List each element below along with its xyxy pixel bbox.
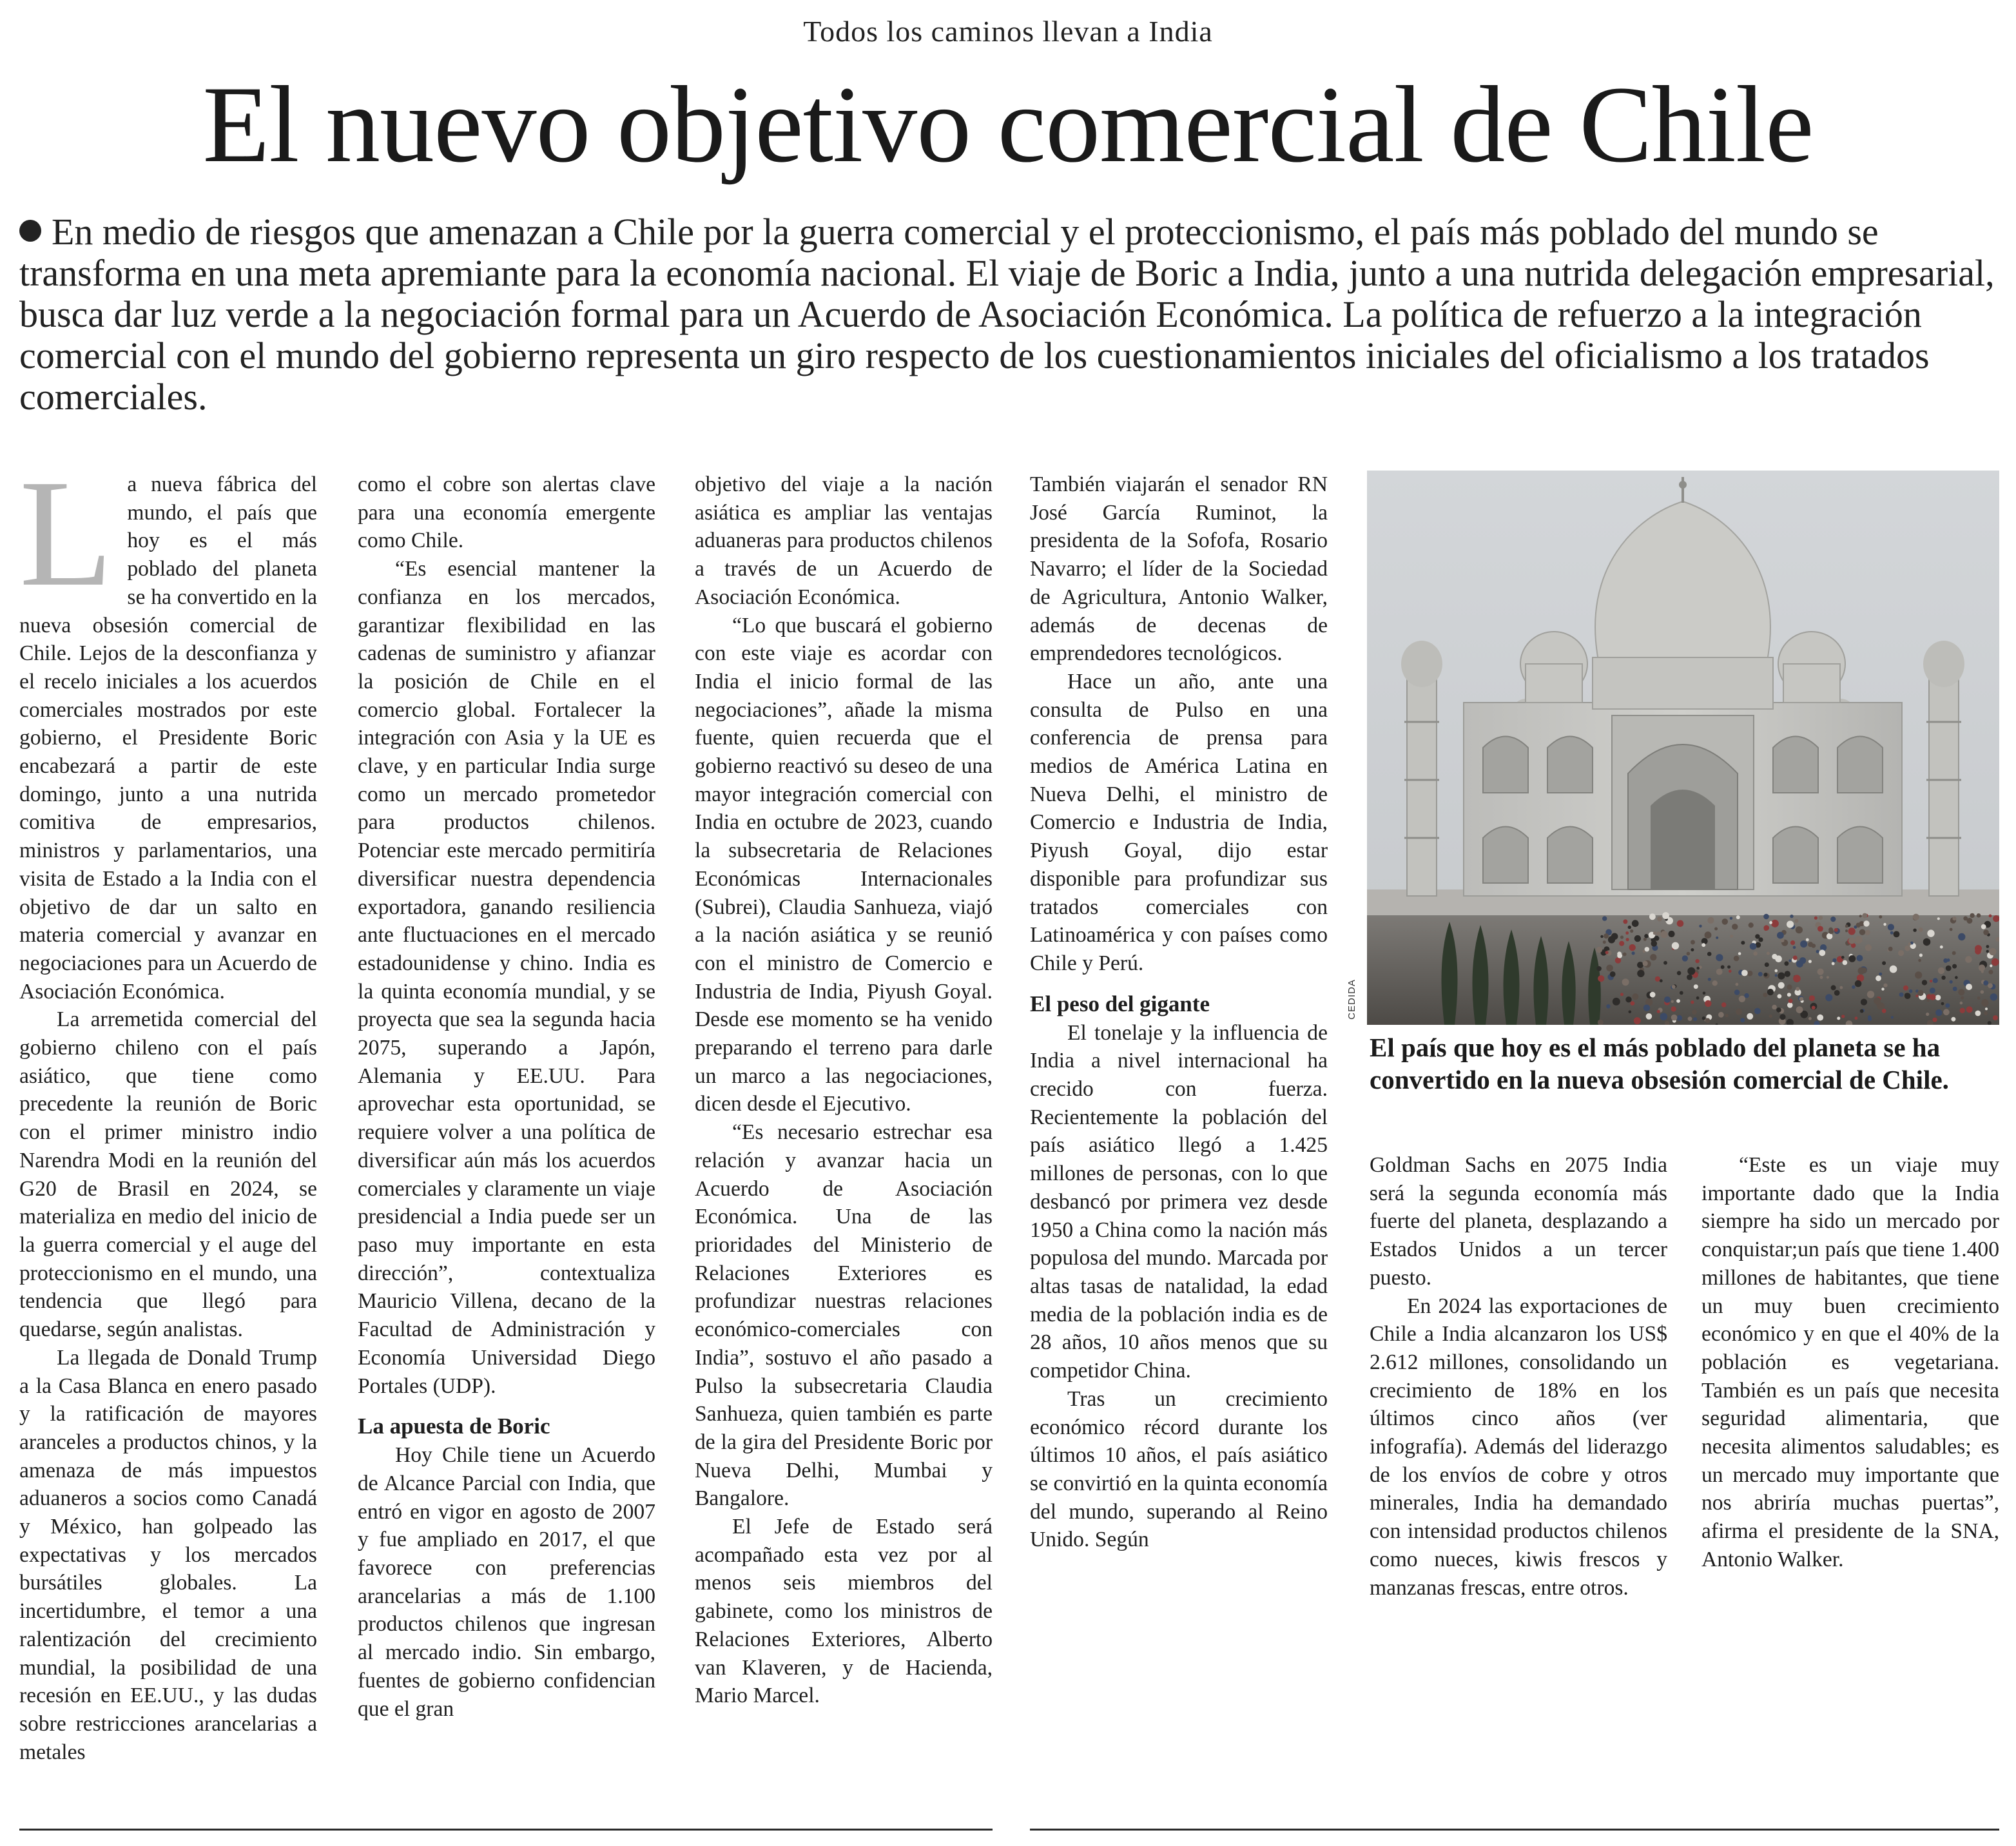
photo-credit: CEDIDA (1346, 979, 1357, 1020)
body-column-5 (1370, 1151, 1667, 1602)
body-column-1 (19, 449, 317, 1766)
body-column-4 (1030, 471, 1328, 1554)
article-headline: El nuevo objetivo comercial de Chile (202, 64, 1814, 185)
body-paragraph: El Jefe de Estado será acompañado esta vez por al menos seis miembros del gabinete, como los ministros de Relaciones Exteriores, Alberto van Klaveren, y de Hacienda, Mario Marcel. (695, 1515, 993, 1708)
bottom-rule-left (19, 1829, 993, 1831)
article-kicker: Todos los caminos llevan a India (803, 15, 1213, 48)
body-column-2 (358, 471, 655, 1723)
taj-mahal-photo (1367, 471, 1999, 1025)
body-paragraph: Goldman Sachs en 2075 India será la segunda economía más fuerte del planeta, desplazando a Estados Unidos a un tercer puesto. (1370, 1153, 1667, 1290)
article-lead (19, 211, 2001, 418)
body-paragraph: “Este es un viaje muy importante dado que la India siempre ha sido un mercado por conquistar;un país que tiene 1.400 millones de habitantes, que tiene un muy buen crecimiento económico y en que el 40% de la población es vegetariana. También es un país que necesita seguridad alimentaria, que necesita alimentos saludables; es un mercado muy importante que nos abriría muchas puertas”, afirma el presidente de la SNA, Antonio Walker. (1701, 1153, 1999, 1571)
drop-cap: L (19, 449, 113, 618)
bottom-rule-right (1030, 1829, 1999, 1831)
body-paragraph: como el cobre son alertas clave para una economía emergente como Chile. (358, 472, 655, 553)
body-paragraph: La nueva fábrica del mundo, el país que hoy es el más poblado del planeta se ha convertido en la nueva obsesión comercial de Chile. Lejos de la desconfianza y el recelo iniciales a los acuerdos comerciales mostrados por este gobierno, el Presidente Boric encabezará a partir de este domingo, junto a una nutrida comitiva de empresarios, ministros y parlamentarios, una visita de Estado a la India con el objetivo de dar un salto en materia comercial y avanzar en negociaciones para un Acuerdo de Asociación Económica. (19, 449, 317, 1004)
body-column-3 (695, 471, 993, 1710)
body-paragraph: En 2024 las exportaciones de Chile a India alcanzaron los US$ 2.612 millones, consolidando un crecimiento de 18% en los últimos cinco años (ver infografía). Además del liderazgo de los envíos de cobre y otros minerales, India ha demandado con intensidad productos chilenos como nueces, kiwis frescos y manzanas frescas, entre otros. (1370, 1294, 1667, 1600)
body-paragraph: También viajarán el senador RN José García Ruminot, la presidenta de la Sofofa, Rosario Navarro; el líder de la Sociedad de Agricultura, Antonio Walker, además de decenas de emprendedores tecnológicos. (1030, 472, 1328, 666)
body-paragraph: “Es necesario estrechar esa relación y avanzar hacia un Acuerdo de Asociación Económica. Una de las prioridades del Ministerio de Relaciones Exteriores es profundizar nuestras relaciones económico-comerciales con India”, sostuvo el año pasado a Pulso la subsecretaria Claudia Sanhueza, quien también es parte de la gira del Presidente Boric por Nueva Delhi, Mumbai y Bangalore. (695, 1120, 993, 1511)
body-paragraph: Hoy Chile tiene un Acuerdo de Alcance Parcial con India, que entró en vigor en agosto de 2007 y fue ampliado en 2017, el que favorece con preferencias arancelarias a más de 1.100 productos chilenos que ingresan al mercado indio. Sin embargo, fuentes de gobierno confidencian que el gran (358, 1443, 655, 1721)
body-paragraph: La arremetida comercial del gobierno chileno con el país asiático, que tiene como precedente la reunión de Boric con el primer ministro indio Narendra Modi en la reunión del G20 de Brasil en 2024, se materializa en medio del inicio de la guerra comercial y el auge del proteccionismo en el mundo, una tendencia que llegó para quedarse, según analistas. (19, 1007, 317, 1342)
body-paragraph: El tonelaje y la influencia de India a nivel internacional ha crecido con fuerza. Recientemente la población del país asiático llegó a 1.425 millones de personas, con lo que desbancó por primera vez desde 1950 a China como la nación más populosa del mundo. Marcada por altas tasas de natalidad, la edad media de la población india es de 28 años, 10 años menos que su competidor China. (1030, 1020, 1328, 1383)
bullet-dot-icon (19, 220, 41, 242)
subheading-la-apuesta-de-boric: La apuesta de Boric (358, 1414, 550, 1439)
body-paragraph: La llegada de Donald Trump a la Casa Blanca en enero pasado y la ratificación de mayores aranceles a productos chinos, y la amenaza de más impuestos aduaneros a socios como Canadá y México, han golpeado las expectativas y los mercados bursátiles globales. La incertidumbre, el temor a una ralentización del crecimiento mundial, la posibilidad de una recesión en EE.UU., y las dudas sobre restricciones arancelarias a metales (19, 1345, 317, 1764)
body-column-6 (1701, 1151, 1999, 1574)
body-paragraph: “Lo que buscará el gobierno con este viaje es acordar con India el inicio formal de las negociaciones”, añade la misma fuente, quien recuerda que el gobierno reactivó su deseo de una mayor integración comercial con India en octubre de 2023, cuando la subsecretaria de Relaciones Económicas Internacionales (Subrei), Claudia Sanhueza, viajó a la nación asiática y se reunió con el ministro de Comercio e Industria de India, Piyush Goyal. Desde ese momento se ha venido preparando el terreno para darle un marco a las negociaciones, dicen desde el Ejecutivo. (695, 613, 993, 1116)
subheading-el-peso-del-gigante: El peso del gigante (1030, 991, 1210, 1016)
body-paragraph: Hace un año, ante una consulta de Pulso en una conferencia de prensa para medios de América Latina en Nueva Delhi, el ministro de Comercio e Industria de India, Piyush Goyal, dijo estar disponible para profundizar sus tratados comerciales con Latinoamérica y con países como Chile y Perú. (1030, 669, 1328, 975)
photo-caption: El país que hoy es el más poblado del planeta se ha convertido en la nueva obsesión comercial de Chile. (1370, 1033, 1949, 1094)
body-paragraph: objetivo del viaje a la nación asiática es ampliar las ventajas aduaneras para productos chilenos a través de un Acuerdo de Asociación Económica. (695, 472, 993, 609)
body-paragraph: “Es esencial mantener la confianza en los mercados, garantizar flexibilidad en las cadenas de suministro y afianzar la posición de Chile en el comercio global. Fortalecer la integración con Asia y la UE es clave, y en particular India surge como un mercado prometedor para productos chilenos. Potenciar este mercado permitiría diversificar nuestra dependencia exportadora, ganando resiliencia ante fluctuaciones en el mercado estadounidense y chino. India es la quinta economía mundial, y se proyecta que sea la segunda hacia 2075, superando a Japón, Alemania y EE.UU. Para aprovechar esta oportunidad, se requiere volver a una política de diversificar aún más los acuerdos comerciales y claramente un viaje presidencial a India puede ser un paso muy importante en esta dirección”, contextualiza Mauricio Villena, decano de la Facultad de Administración y Economía Universidad Diego Portales (UDP). (358, 557, 655, 1398)
body-paragraph: Tras un crecimiento económico récord durante los últimos 10 años, el país asiático se convirtió en la quinta economía del mundo, superando al Reino Unido. Según (1030, 1386, 1328, 1552)
lead-text: En medio de riesgos que amenazan a Chile por la guerra comercial y el proteccionismo, el país más poblado del mundo se transforma en una meta apremiante para la economía nacional. El viaje de Boric a India, junto a una nutrida delegación empresarial, busca dar luz verde a la negociación formal para un Acuerdo de Asociación Económica. La política de refuerzo a la integración comercial con el mundo del gobierno representa un giro respecto de los cuestionamientos iniciales del oficialismo a los tratados comerciales. (19, 211, 1995, 418)
